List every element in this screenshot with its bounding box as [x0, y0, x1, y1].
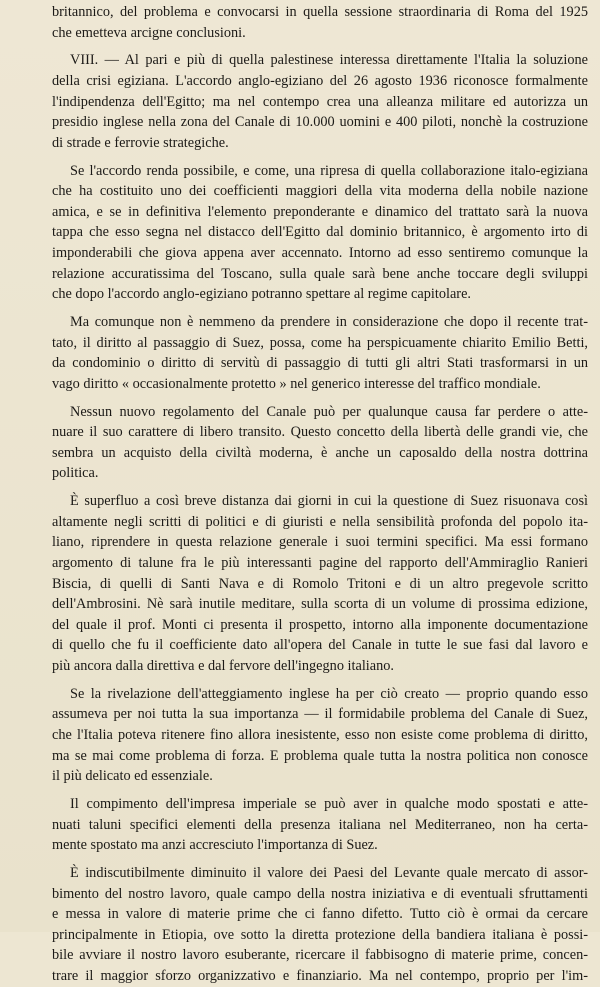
text-line: che l'Italia poteva ritenere fino allora inesistente, esso non esiste come problema di diritto,	[52, 726, 588, 743]
text-line: mente spostato ma anzi accresciuto l'importanza di Suez.	[52, 837, 378, 854]
paragraph	[52, 684, 588, 787]
paragraph	[52, 794, 588, 856]
paragraph	[52, 402, 588, 484]
text-line: VIII. — Al pari e più di quella palestinese interessa direttamente l'Italia la soluzione	[70, 52, 588, 69]
text-line: relazione accuratissima del Toscano, sulla quale sarà bene anche toccare degli sviluppi	[52, 265, 588, 282]
text-line: presidio inglese nella zona del Canale di 10.000 uomini e 400 piloti, nonchè la costruzione	[52, 114, 588, 131]
paragraph	[52, 863, 588, 987]
paragraph-section-viii	[52, 50, 588, 153]
text-line: Biscia, di quelli di Santi Nava e di Romolo Tritoni e di un altro pregevole scritto	[52, 575, 588, 592]
text-line: e messa in valore di materie prime che ci fanno difetto. Tutto ciò è ormai da cercare	[52, 906, 588, 923]
text-line: amica, e se in definitiva l'elemento preponderante e dinamico del trattato sarà la nuova	[52, 203, 588, 220]
text-line: Se la rivelazione dell'atteggiamento inglese ha per ciò creato — proprio quando esso	[70, 685, 588, 702]
paragraph	[52, 312, 588, 394]
text-line: del quale il prof. Monti ci presenta il prospetto, intorno alla imponente documentazione	[52, 616, 588, 633]
text-line: il più delicato ed essenziale.	[52, 768, 213, 785]
text-line: tato, il diritto al passaggio di Suez, possa, come ha perspicuamente chiarito Emilio Betti,	[52, 334, 588, 351]
text-line: l'indipendenza dell'Egitto; ma nel contempo crea una alleanza militare ed autorizza un	[52, 93, 588, 110]
text-line: di strade e ferrovie strategiche.	[52, 134, 229, 151]
text-line: che ha costituito uno dei coefficienti maggiori della vita moderna della nobile nazione	[52, 183, 588, 200]
text-line: dell'Ambrosini. Nè sarà inutile meditare, sulla scorta di un volume di prossima edizione,	[52, 596, 588, 613]
paragraph-continuation	[52, 2, 588, 43]
text-line: imponderabili che giova appena aver accennato. Intorno ad esso sentiremo comunque la	[52, 244, 588, 261]
paragraph	[52, 491, 588, 676]
text-line: bimento del nostro lavoro, quale campo della nostra iniziativa e di eventuali sfruttamenti	[52, 885, 588, 902]
text-line: altamente negli scritti di politici e di giuristi e nella sensibilità profonda del popolo ita-	[52, 513, 588, 530]
text-line: È superfluo a così breve distanza dai giorni in cui la questione di Suez risuonava così	[70, 493, 588, 510]
text-line: argomento di talune fra le più interessanti pagine del rapporto dell'Ammiraglio Ranieri	[52, 554, 588, 571]
text-line: Ma comunque non è nemmeno da prendere in considerazione che dopo il recente trat-	[70, 314, 588, 330]
text-line: che dopo l'accordo anglo-egiziano potranno spettare al regime capitolare.	[52, 286, 471, 303]
text-line: nuati taluni specifici elementi della presenza italiana nel Mediterraneo, non ha certa-	[52, 816, 588, 833]
text-line: Il compimento dell'impresa imperiale se può aver in qualche modo spostati e atte-	[70, 796, 588, 812]
text-line: liano, riprendere in questa relazione generale i suoi termini specifici. Ma essi formano	[52, 534, 588, 551]
text-line: di quello che fu il coefficiente dato all'opera del Canale in tutte le sue fasi dal lavoro e	[52, 637, 588, 654]
text-line: politica.	[52, 465, 99, 482]
text-line: tappa che esso segna nel distacco dell'Egitto dal dominio britannico, è argomento irto di	[52, 224, 588, 241]
text-line: britannico, del problema e convocarsi in quella sessione straordinaria di Roma del 1925	[52, 4, 588, 20]
text-line: da condominio o diritto di servitù di passaggio di tutti gli altri Stati trasformarsi in un	[52, 355, 588, 372]
text-line: È indiscutibilmente diminuito il valore dei Paesi del Levante quale mercato di assor-	[70, 865, 588, 881]
text-line: assumeva per noi tutta la sua importanza — il formidabile problema del Canale di Suez,	[52, 706, 588, 723]
text-line: della crisi egiziana. L'accordo anglo-egiziano del 26 agosto 1936 riconosce formalmente	[52, 72, 588, 89]
text-line: principalmente in Etiopia, ove sotto la diretta protezione della bandiera italiana è possi-	[52, 926, 588, 943]
text-line: vago diritto « occasionalmente protetto » nel generico interesse del traffico mondiale.	[52, 375, 541, 392]
text-line: bile avviare il nostro lavoro esuberante, ricercare il fabbisogno di materie prime, concen-	[52, 947, 588, 964]
text-line: Nessun nuovo regolamento del Canale può per qualunque causa far perdere o atte-	[70, 403, 588, 420]
paragraph	[52, 161, 588, 305]
text-line: Se l'accordo renda possibile, e come, una ripresa di quella collaborazione italo-egiziana	[70, 162, 588, 179]
text-line: più ancora dalla direttiva e dal fervore dell'ingegno italiano.	[52, 657, 394, 674]
text-line: nuare il suo carattere di libero transito. Questo concetto della libertà delle grandi vie, che	[52, 424, 588, 441]
text-line: trare il maggior sforzo organizzativo e finanziario. Ma nel contempo, proprio per l'im-	[52, 967, 588, 984]
text-line: che emetteva arcigne conclusioni.	[52, 24, 246, 41]
text-line: sembra un acquisto della civiltà moderna, è anche un caposaldo della nostra dottrina	[52, 444, 588, 461]
text-line: ma se mai come problema di forza. E problema quale tutta la nostra politica non conosce	[52, 747, 588, 764]
